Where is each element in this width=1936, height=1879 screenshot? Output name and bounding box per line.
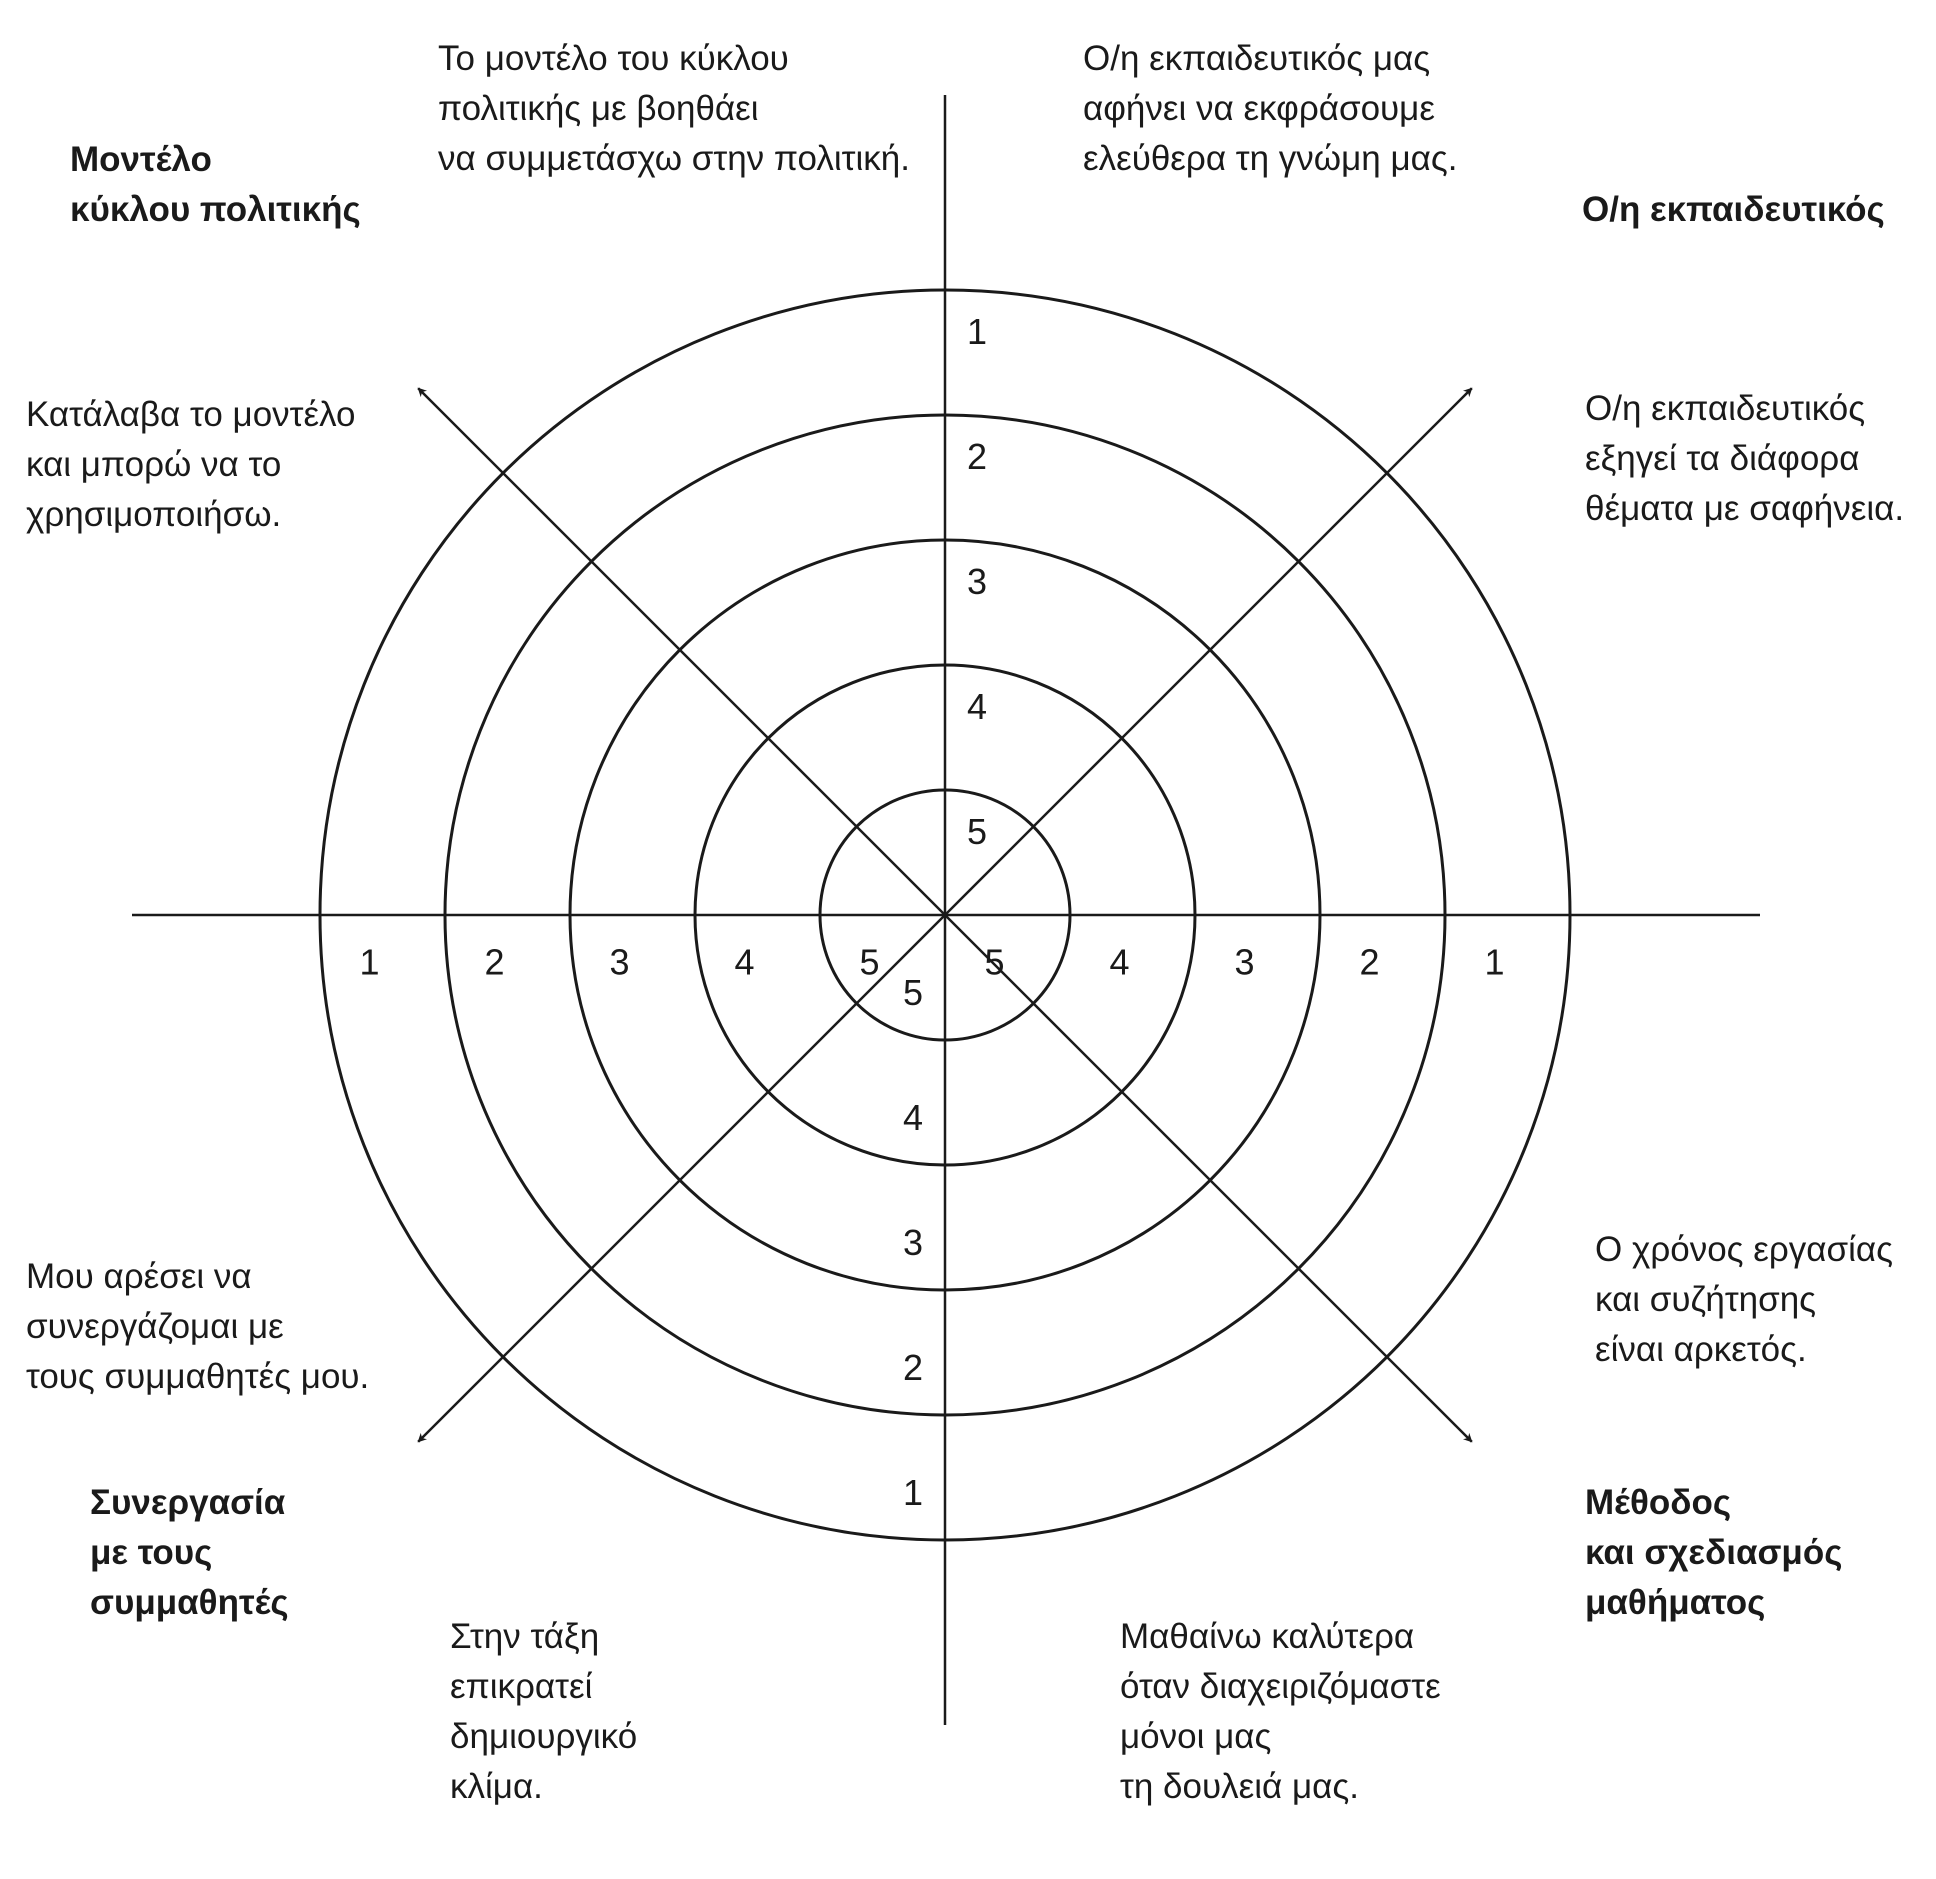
sector-title-cooperation: Συνεργασία με τους συμμαθητές xyxy=(90,1483,289,1622)
num-up-3: 3 xyxy=(966,561,988,603)
num-left-2: 2 xyxy=(484,941,505,983)
num-down-4: 4 xyxy=(902,1097,924,1139)
num-up-5: 5 xyxy=(966,811,988,853)
scale-numbers xyxy=(359,311,1504,1513)
num-down-5: 5 xyxy=(902,972,924,1014)
num-right-5: 5 xyxy=(984,941,1005,983)
num-right-2: 2 xyxy=(1359,941,1380,983)
num-down-1: 1 xyxy=(902,1472,924,1514)
arrow-bottom-left xyxy=(418,915,945,1442)
statement-cooperation-climate: Στην τάξη επικρατεί δημιουργικό κλίμα. xyxy=(450,1617,638,1806)
sector-title-teacher: Ο/η εκπαιδευτικός xyxy=(1582,190,1885,229)
num-up-1: 1 xyxy=(966,311,988,353)
num-up-4: 4 xyxy=(966,686,988,728)
num-right-3: 3 xyxy=(1234,941,1255,983)
num-up-2: 2 xyxy=(966,436,988,478)
statement-politics-participation: Το μοντέλο του κύκλου πολιτικής με βοηθάει να συμμετάσχω στην πολιτική. xyxy=(438,39,910,178)
sector-title-politics-model: Μοντέλο κύκλου πολιτικής xyxy=(70,140,361,229)
num-left-3: 3 xyxy=(609,941,630,983)
arrow-top-right xyxy=(945,388,1472,915)
axes xyxy=(132,95,1760,1725)
num-right-1: 1 xyxy=(1484,941,1505,983)
sector-title-method: Μέθοδος και σχεδιασμός μαθήματος xyxy=(1585,1483,1843,1622)
num-down-2: 2 xyxy=(902,1347,924,1389)
num-left-4: 4 xyxy=(734,941,755,983)
statement-teacher-clarity: Ο/η εκπαιδευτικός εξηγεί τα διάφορα θέματα με σαφήνεια. xyxy=(1585,389,1905,528)
num-right-4: 4 xyxy=(1109,941,1130,983)
arrow-bottom-right xyxy=(945,915,1472,1442)
num-down-3: 3 xyxy=(902,1222,924,1264)
num-left-5: 5 xyxy=(859,941,880,983)
statement-cooperation-classmates: Μου αρέσει να συνεργάζομαι με τους συμμαθητές μου. xyxy=(26,1257,370,1396)
statement-politics-understanding: Κατάλαβα το μοντέλο και μπορώ να το χρησιμοποιήσω. xyxy=(26,395,356,534)
num-left-1: 1 xyxy=(359,941,380,983)
statement-method-time: Ο χρόνος εργασίας και συζήτησης είναι αρκετός. xyxy=(1595,1230,1893,1369)
arrow-top-left xyxy=(418,388,945,915)
statement-teacher-expression: Ο/η εκπαιδευτικός μας αφήνει να εκφράσουμε ελεύθερα τη γνώμη μας. xyxy=(1083,39,1458,178)
statement-method-self-managed: Μαθαίνω καλύτερα όταν διαχειριζόμαστε μόνοι μας τη δουλειά μας. xyxy=(1120,1617,1441,1806)
